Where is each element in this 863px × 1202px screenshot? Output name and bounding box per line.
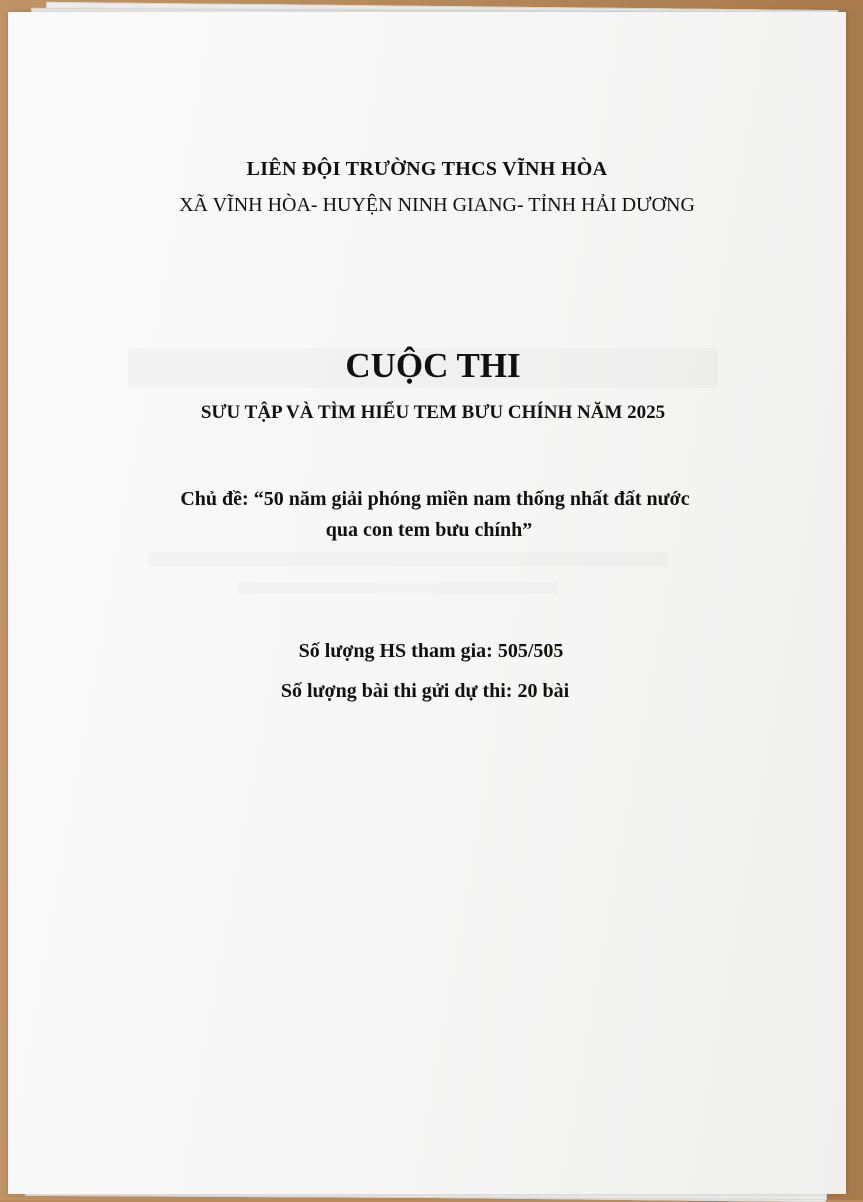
school-name: LIÊN ĐỘI TRƯỜNG THCS VĨNH HÒA <box>246 158 608 180</box>
contest-subtitle: SƯU TẬP VÀ TÌM HIỂU TEM BƯU CHÍNH NĂM 2025 <box>200 402 666 423</box>
show-through-shadow <box>148 552 668 566</box>
participant-count: Số lượng HS tham gia: 505/505 <box>298 640 564 662</box>
contest-title: CUỘC THI <box>345 346 521 385</box>
theme-line-1: Chủ đề: “50 năm giải phóng miền nam thống nhất đất nước <box>180 488 690 510</box>
school-address: XÃ VĨNH HÒA- HUYỆN NINH GIANG- TỈNH HẢI DƯƠNG <box>179 194 695 216</box>
show-through-shadow <box>238 582 558 594</box>
submission-count: Số lượng bài thi gửi dự thi: 20 bài <box>280 680 570 702</box>
cover-page <box>8 12 846 1194</box>
theme-line-2: qua con tem bưu chính” <box>325 519 533 541</box>
